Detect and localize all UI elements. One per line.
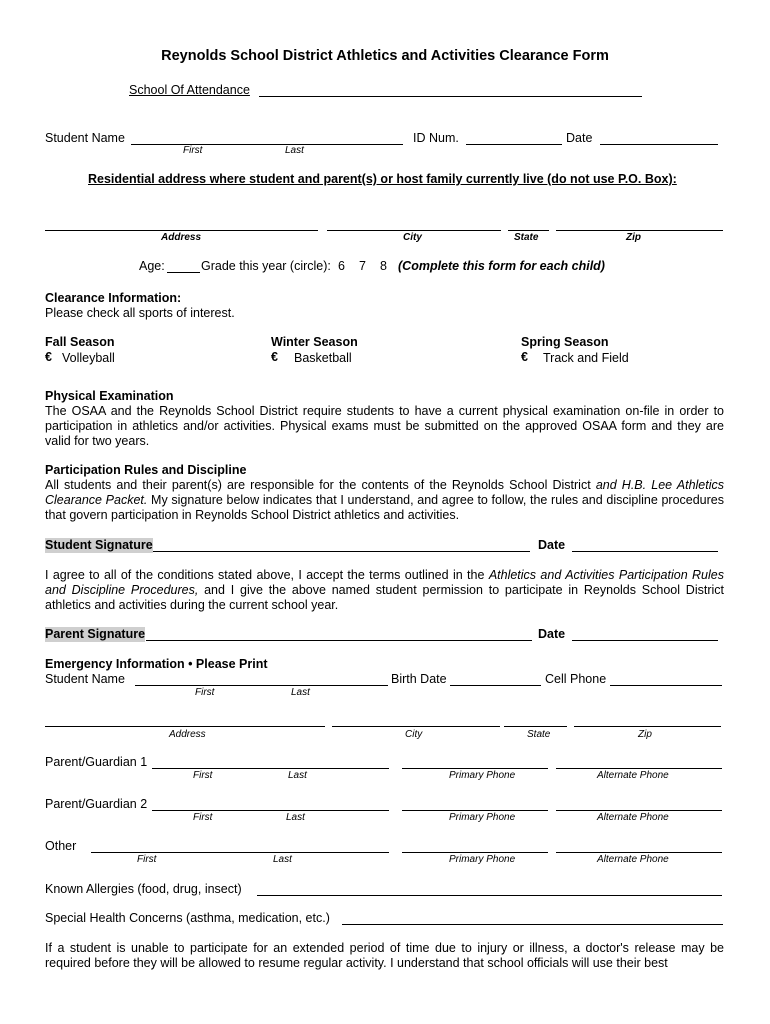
parent-guardian-1-label: Parent/Guardian 1 xyxy=(45,755,148,769)
emergency-heading: Emergency Information • Please Print xyxy=(45,657,268,671)
school-of-attendance-field[interactable] xyxy=(259,96,642,97)
address-sublabel: Address xyxy=(161,232,202,243)
other-name-field[interactable] xyxy=(91,852,389,853)
parent-signature-date-label: Date xyxy=(538,627,566,641)
agree-text-part-1: I agree to all of the conditions stated above, I accept the terms outlined in the xyxy=(45,568,489,582)
other-label: Other xyxy=(45,839,77,853)
birth-date-label: Birth Date xyxy=(391,672,447,686)
cell-phone-label: Cell Phone xyxy=(545,672,607,686)
track-and-field-checkbox[interactable]: € xyxy=(521,350,528,364)
physical-heading: Physical Examination xyxy=(45,389,174,403)
agree-text-italic: Athletics and Activities Participation Rules and Discipline Procedures, xyxy=(45,568,724,597)
other-first-sublabel: First xyxy=(137,854,157,865)
allergies-field[interactable] xyxy=(257,895,722,896)
basketball-checkbox[interactable]: € xyxy=(271,350,278,364)
emergency-state-field[interactable] xyxy=(504,726,567,727)
agree-text xyxy=(45,568,724,613)
date-field[interactable] xyxy=(600,144,718,145)
other-alternate-phone-field[interactable] xyxy=(556,852,722,853)
date-label: Date xyxy=(566,131,593,145)
health-concerns-label: Special Health Concerns (asthma, medication, etc.) xyxy=(45,911,330,925)
pg1-alternate-phone-sublabel: Alternate Phone xyxy=(597,770,669,781)
pg1-primary-phone-sublabel: Primary Phone xyxy=(449,770,516,781)
track-and-field-label: Track and Field xyxy=(543,351,629,365)
pg1-first-sublabel: First xyxy=(193,770,213,781)
student-signature-field[interactable] xyxy=(153,551,530,552)
rules-heading: Participation Rules and Discipline xyxy=(45,463,247,477)
address-field[interactable] xyxy=(45,230,318,231)
other-primary-phone-sublabel: Primary Phone xyxy=(449,854,516,865)
parent-guardian-2-name-field[interactable] xyxy=(152,810,389,811)
first-sublabel: First xyxy=(183,145,203,156)
zip-sublabel: Zip xyxy=(626,232,641,243)
fall-season-heading: Fall Season xyxy=(45,335,115,349)
winter-season-heading: Winter Season xyxy=(271,335,358,349)
other-primary-phone-field[interactable] xyxy=(402,852,548,853)
allergies-label: Known Allergies (food, drug, insect) xyxy=(45,882,242,896)
last-sublabel: Last xyxy=(285,145,304,156)
pg1-last-sublabel: Last xyxy=(288,770,307,781)
emergency-first-sublabel: First xyxy=(195,687,215,698)
parent-signature-label: Parent Signature xyxy=(45,627,146,641)
emergency-address-sublabel: Address xyxy=(169,729,206,740)
emergency-city-field[interactable] xyxy=(332,726,500,727)
rules-text-part-1: All students and their parent(s) are responsible for the contents of the Reynolds School District xyxy=(45,478,596,492)
parent-guardian-2-label: Parent/Guardian 2 xyxy=(45,797,148,811)
student-signature-date-field[interactable] xyxy=(572,551,718,552)
student-signature-date-label: Date xyxy=(538,538,566,552)
footer-text: If a student is unable to participate for an extended period of time due to injury or illness, a doctor's release may be required before they will be allowed to resume regular activity. I understand that school officials will use their best xyxy=(45,941,724,970)
student-name-field[interactable] xyxy=(131,144,403,145)
basketball-label: Basketball xyxy=(294,351,352,365)
volleyball-label: Volleyball xyxy=(62,351,115,365)
age-label: Age: xyxy=(139,259,165,273)
spring-season-heading: Spring Season xyxy=(521,335,609,349)
emergency-student-name-label: Student Name xyxy=(45,672,125,686)
parent-guardian-1-primary-phone-field[interactable] xyxy=(402,768,548,769)
state-sublabel: State xyxy=(514,232,539,243)
parent-signature-field[interactable] xyxy=(146,640,532,641)
emergency-zip-sublabel: Zip xyxy=(638,729,652,740)
pg2-primary-phone-sublabel: Primary Phone xyxy=(449,812,516,823)
rules-text-italic: and H.B. Lee Athletics Clearance Packet. xyxy=(45,478,724,507)
pg2-last-sublabel: Last xyxy=(286,812,305,823)
birth-date-field[interactable] xyxy=(450,685,541,686)
grade-option-8[interactable]: 8 xyxy=(380,259,387,273)
student-signature-label: Student Signature xyxy=(45,538,153,552)
emergency-student-name-field[interactable] xyxy=(135,685,388,686)
rules-text xyxy=(45,478,724,523)
emergency-address-field[interactable] xyxy=(45,726,325,727)
parent-guardian-2-primary-phone-field[interactable] xyxy=(402,810,548,811)
emergency-city-sublabel: City xyxy=(405,729,423,740)
pg2-first-sublabel: First xyxy=(193,812,213,823)
residential-heading: Residential address where student and parent(s) or host family currently live (do not use P.O. Box): xyxy=(88,172,677,186)
pg2-alternate-phone-sublabel: Alternate Phone xyxy=(597,812,669,823)
parent-signature-date-field[interactable] xyxy=(572,640,718,641)
parent-guardian-1-name-field[interactable] xyxy=(152,768,389,769)
volleyball-checkbox[interactable]: € xyxy=(45,350,52,364)
id-num-label: ID Num. xyxy=(413,131,459,145)
student-name-label: Student Name xyxy=(45,131,125,145)
other-alternate-phone-sublabel: Alternate Phone xyxy=(597,854,669,865)
complete-note: (Complete this form for each child) xyxy=(398,259,605,273)
other-last-sublabel: Last xyxy=(273,854,292,865)
city-field[interactable] xyxy=(327,230,501,231)
parent-guardian-1-alternate-phone-field[interactable] xyxy=(556,768,722,769)
health-concerns-field[interactable] xyxy=(342,924,723,925)
id-num-field[interactable] xyxy=(466,144,562,145)
physical-text: The OSAA and the Reynolds School District require students to have a current physical examination on-file in order to participation in athletics and/or activities. Physical exams must be submitted on the approved OSAA form and they are valid for two years. xyxy=(45,404,724,448)
rules-text-part-2: My signature below indicates that I understand, and agree to follow, the rules and discipline procedures that govern participation in Reynolds School District athletics and activities. xyxy=(45,493,725,522)
city-sublabel: City xyxy=(403,232,422,243)
emergency-last-sublabel: Last xyxy=(291,687,310,698)
state-field[interactable] xyxy=(508,230,549,231)
emergency-zip-field[interactable] xyxy=(574,726,721,727)
grade-option-6[interactable]: 6 xyxy=(338,259,345,273)
clearance-instruction: Please check all sports of interest. xyxy=(45,306,235,320)
cell-phone-field[interactable] xyxy=(610,685,722,686)
parent-guardian-2-alternate-phone-field[interactable] xyxy=(556,810,722,811)
grade-label: Grade this year (circle): xyxy=(201,259,331,273)
emergency-state-sublabel: State xyxy=(527,729,551,740)
agree-text-part-2: and I give the above named student permission to participate in Reynolds School District athletics and activities during the current school year. xyxy=(45,583,724,612)
school-of-attendance-label: School Of Attendance xyxy=(129,83,250,97)
clearance-heading: Clearance Information: xyxy=(45,291,182,305)
age-field[interactable] xyxy=(167,272,200,273)
grade-option-7[interactable]: 7 xyxy=(359,259,366,273)
form-title: Reynolds School District Athletics and Activities Clearance Form xyxy=(161,48,609,64)
zip-field[interactable] xyxy=(556,230,723,231)
